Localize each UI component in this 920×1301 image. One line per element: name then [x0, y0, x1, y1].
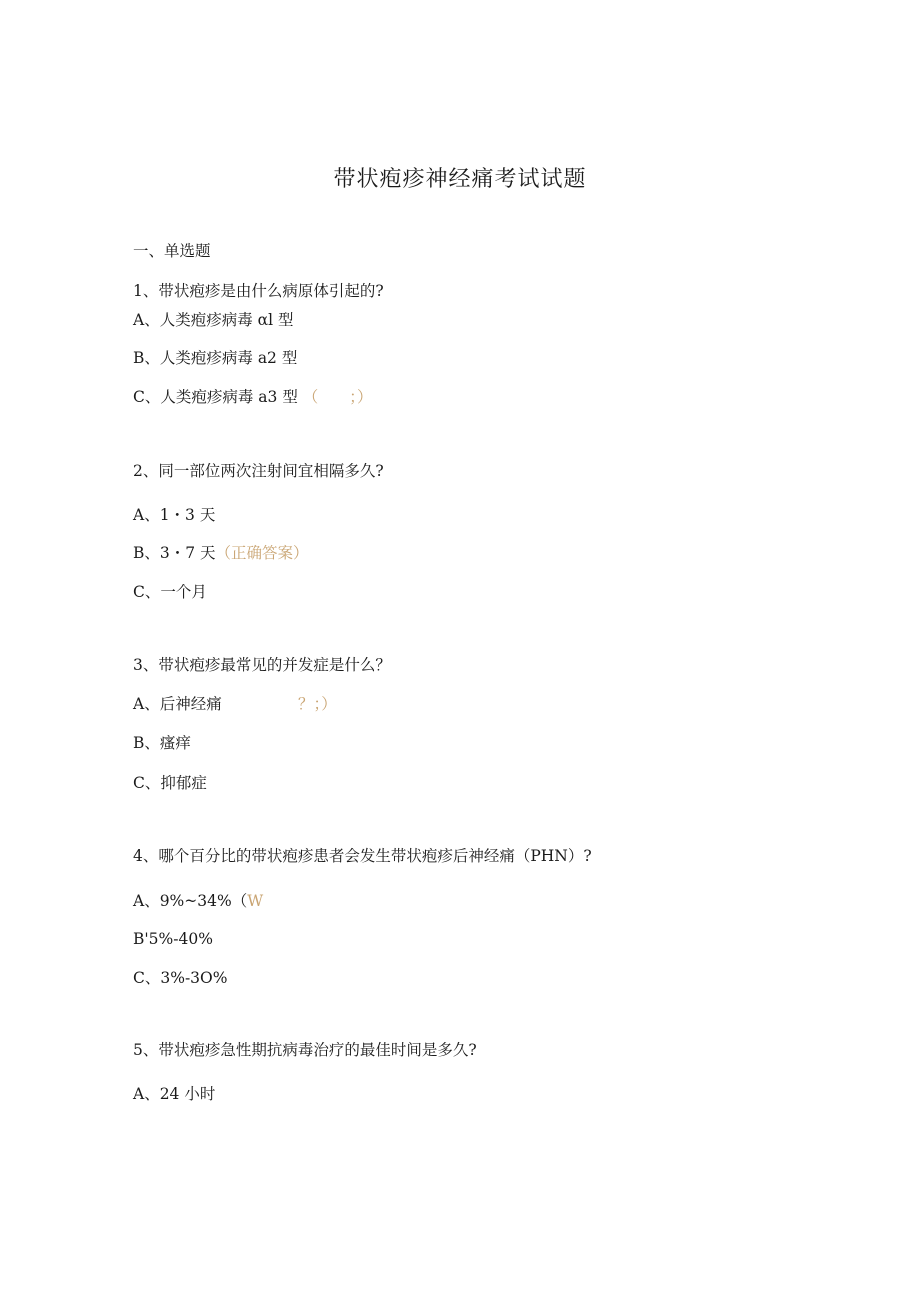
section-heading: 一、单选题 — [133, 242, 211, 260]
option-text: A、24 小时 — [133, 1085, 216, 1103]
option-4b — [133, 929, 213, 949]
option-3a — [133, 694, 337, 714]
option-2c — [133, 582, 207, 602]
option-text: A、后神经痛 — [133, 695, 222, 713]
option-text: C、一个月 — [133, 583, 207, 601]
option-text: A、人类疱疹病毒 αl 型 — [133, 311, 294, 329]
option-2a — [133, 505, 215, 525]
question-stem-1: 1、带状疱疹是由什么病原体引起的? — [133, 282, 384, 300]
question-stem-3: 3、带状疱疹最常见的并发症是什么？ — [133, 656, 391, 674]
answer-hint: （正确答案） — [215, 544, 309, 562]
question-stem-5: 5、带状疱疹急性期抗病毒治疗的最佳时间是多久? — [133, 1041, 477, 1059]
option-text: A、1・3 天 — [133, 506, 216, 524]
option-5a — [133, 1084, 215, 1104]
answer-hint: （ ；） — [302, 388, 373, 406]
answer-hint: ？；） — [298, 695, 337, 713]
option-4c — [133, 968, 227, 988]
option-2b — [133, 543, 309, 563]
option-text: A、9%~34%（ — [133, 892, 248, 910]
option-4a — [133, 891, 263, 911]
option-1a — [133, 310, 293, 330]
question-stem-4: 4、哪个百分比的带状疱疹患者会发生带状疱疹后神经痛（PHN）? — [133, 847, 592, 865]
option-1b — [133, 348, 297, 368]
option-text: B、人类疱疹病毒 a2 型 — [133, 349, 298, 367]
option-text: B、3・7 天 — [133, 544, 216, 562]
document-title: 带状疱疹神经痛考试试题 — [333, 167, 587, 192]
option-1c — [133, 387, 373, 407]
question-stem-2: 2、同一部位两次注射间宜相隔多久? — [133, 462, 384, 480]
option-text: B'5%-40% — [133, 930, 213, 948]
option-text: B、瘙痒 — [133, 734, 191, 752]
option-text: C、人类疱疹病毒 a3 型 — [133, 388, 298, 406]
option-text: C、3%-3O% — [133, 969, 228, 987]
option-3b — [133, 733, 191, 753]
option-3c — [133, 773, 207, 793]
answer-hint: W — [247, 892, 264, 910]
option-text: C、抑郁症 — [133, 774, 207, 792]
